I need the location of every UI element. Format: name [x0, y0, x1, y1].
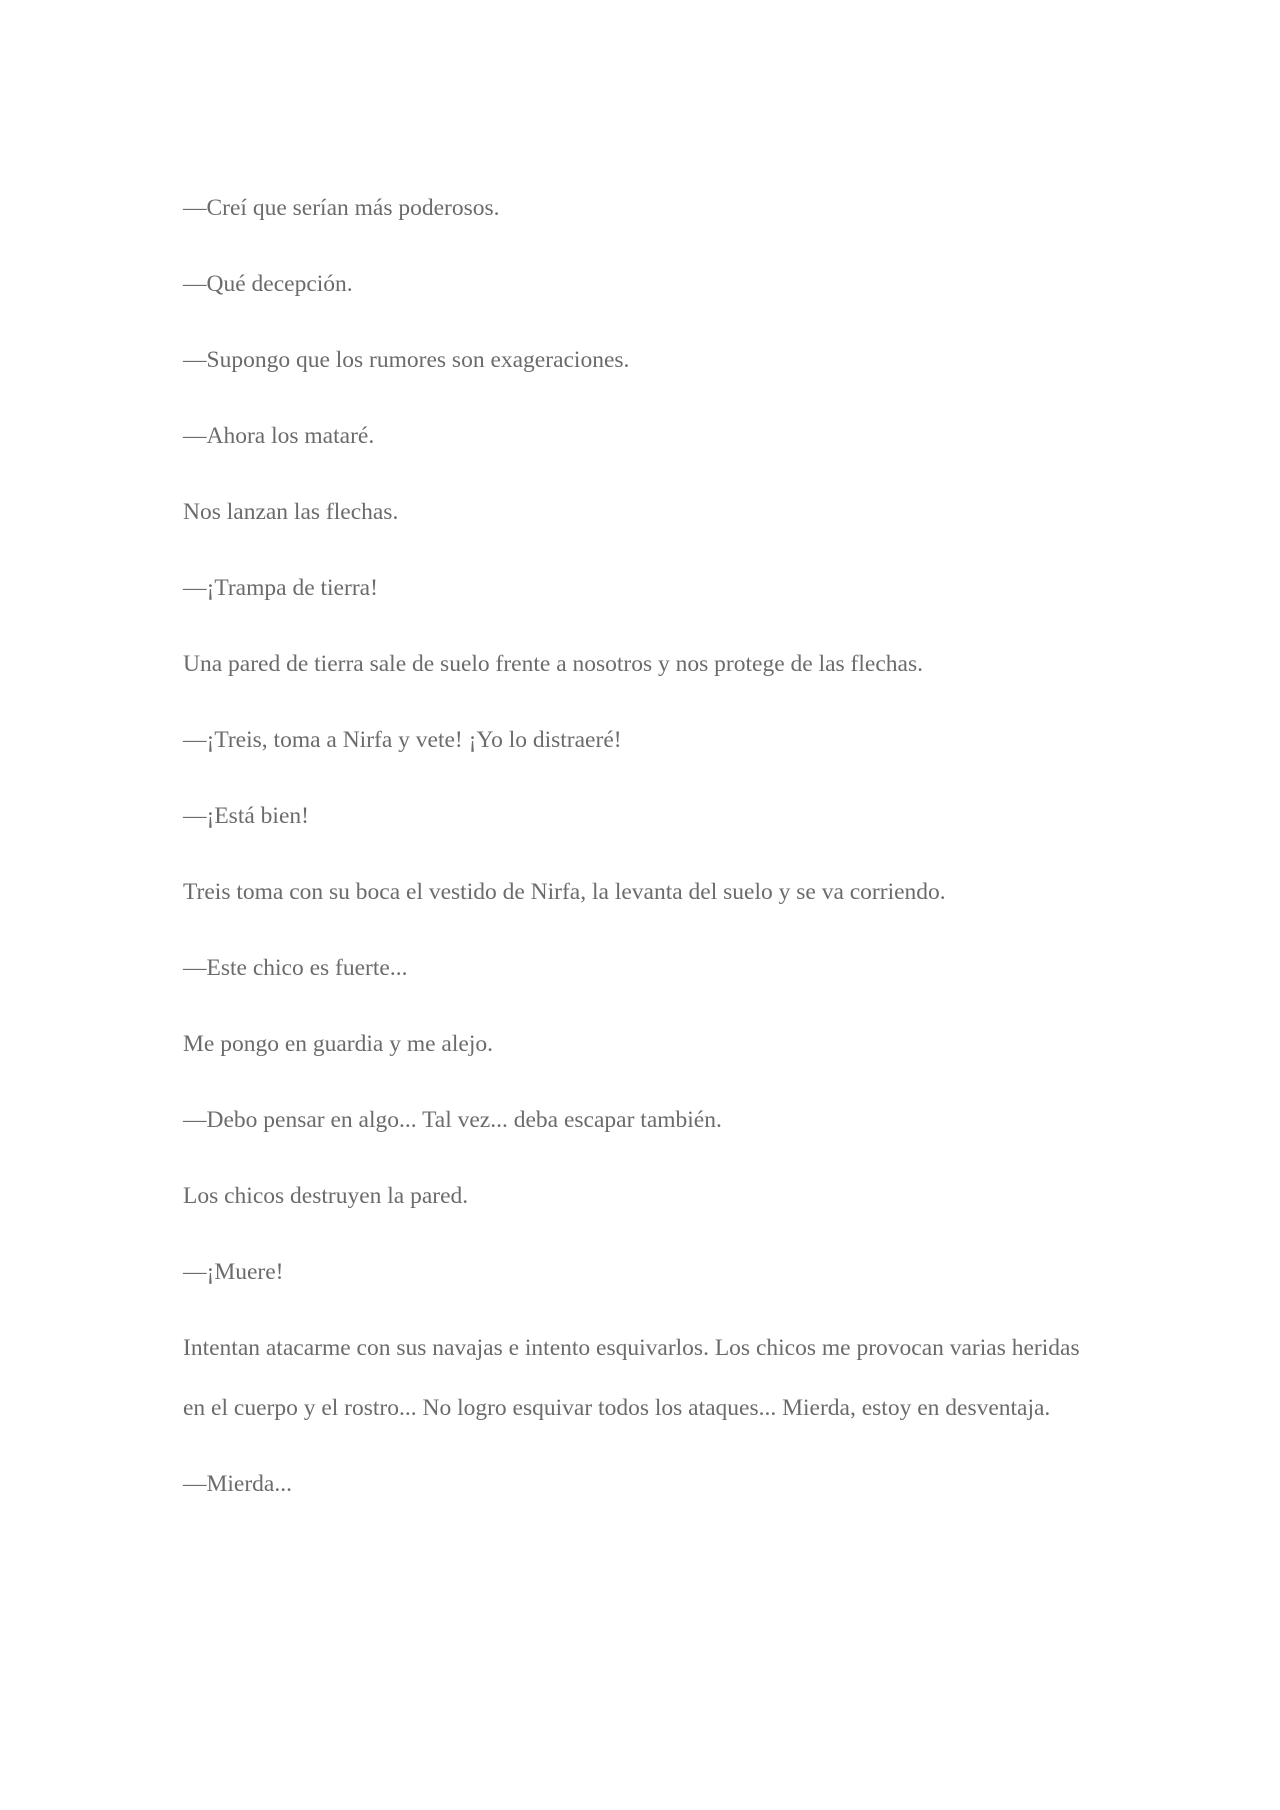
paragraph: Una pared de tierra sale de suelo frente a nosotros y nos protege de las flechas.	[183, 651, 923, 677]
paragraph: Me pongo en guardia y me alejo.	[183, 1031, 493, 1057]
paragraph: —Creí que serían más poderosos.	[183, 195, 500, 221]
paragraph: —Ahora los mataré.	[183, 423, 375, 449]
paragraph: Intentan atacarme con sus navajas e intento esquivarlos. Los chicos me provocan varias heridas en el cuerpo y el rostro... No logro esquivar todos los ataques... Mierda, estoy en desventaja.	[183, 1335, 1080, 1421]
paragraph: Los chicos destruyen la pared.	[183, 1183, 469, 1209]
paragraph: —Supongo que los rumores son exageraciones.	[183, 347, 630, 373]
paragraph: —¡Treis, toma a Nirfa y vete! ¡Yo lo distraeré!	[183, 727, 622, 753]
paragraph: —Este chico es fuerte...	[183, 955, 408, 981]
paragraph: —Debo pensar en algo... Tal vez... deba escapar también.	[183, 1107, 722, 1133]
paragraph: —¡Muere!	[183, 1259, 284, 1285]
paragraph: —Qué decepción.	[183, 271, 353, 297]
document-body	[183, 178, 1103, 1530]
paragraph: —¡Está bien!	[183, 803, 309, 829]
paragraph: —¡Trampa de tierra!	[183, 575, 378, 601]
paragraph: Nos lanzan las flechas.	[183, 499, 399, 525]
paragraph: Treis toma con su boca el vestido de Nirfa, la levanta del suelo y se va corriendo.	[183, 879, 946, 905]
paragraph: —Mierda...	[183, 1471, 292, 1497]
